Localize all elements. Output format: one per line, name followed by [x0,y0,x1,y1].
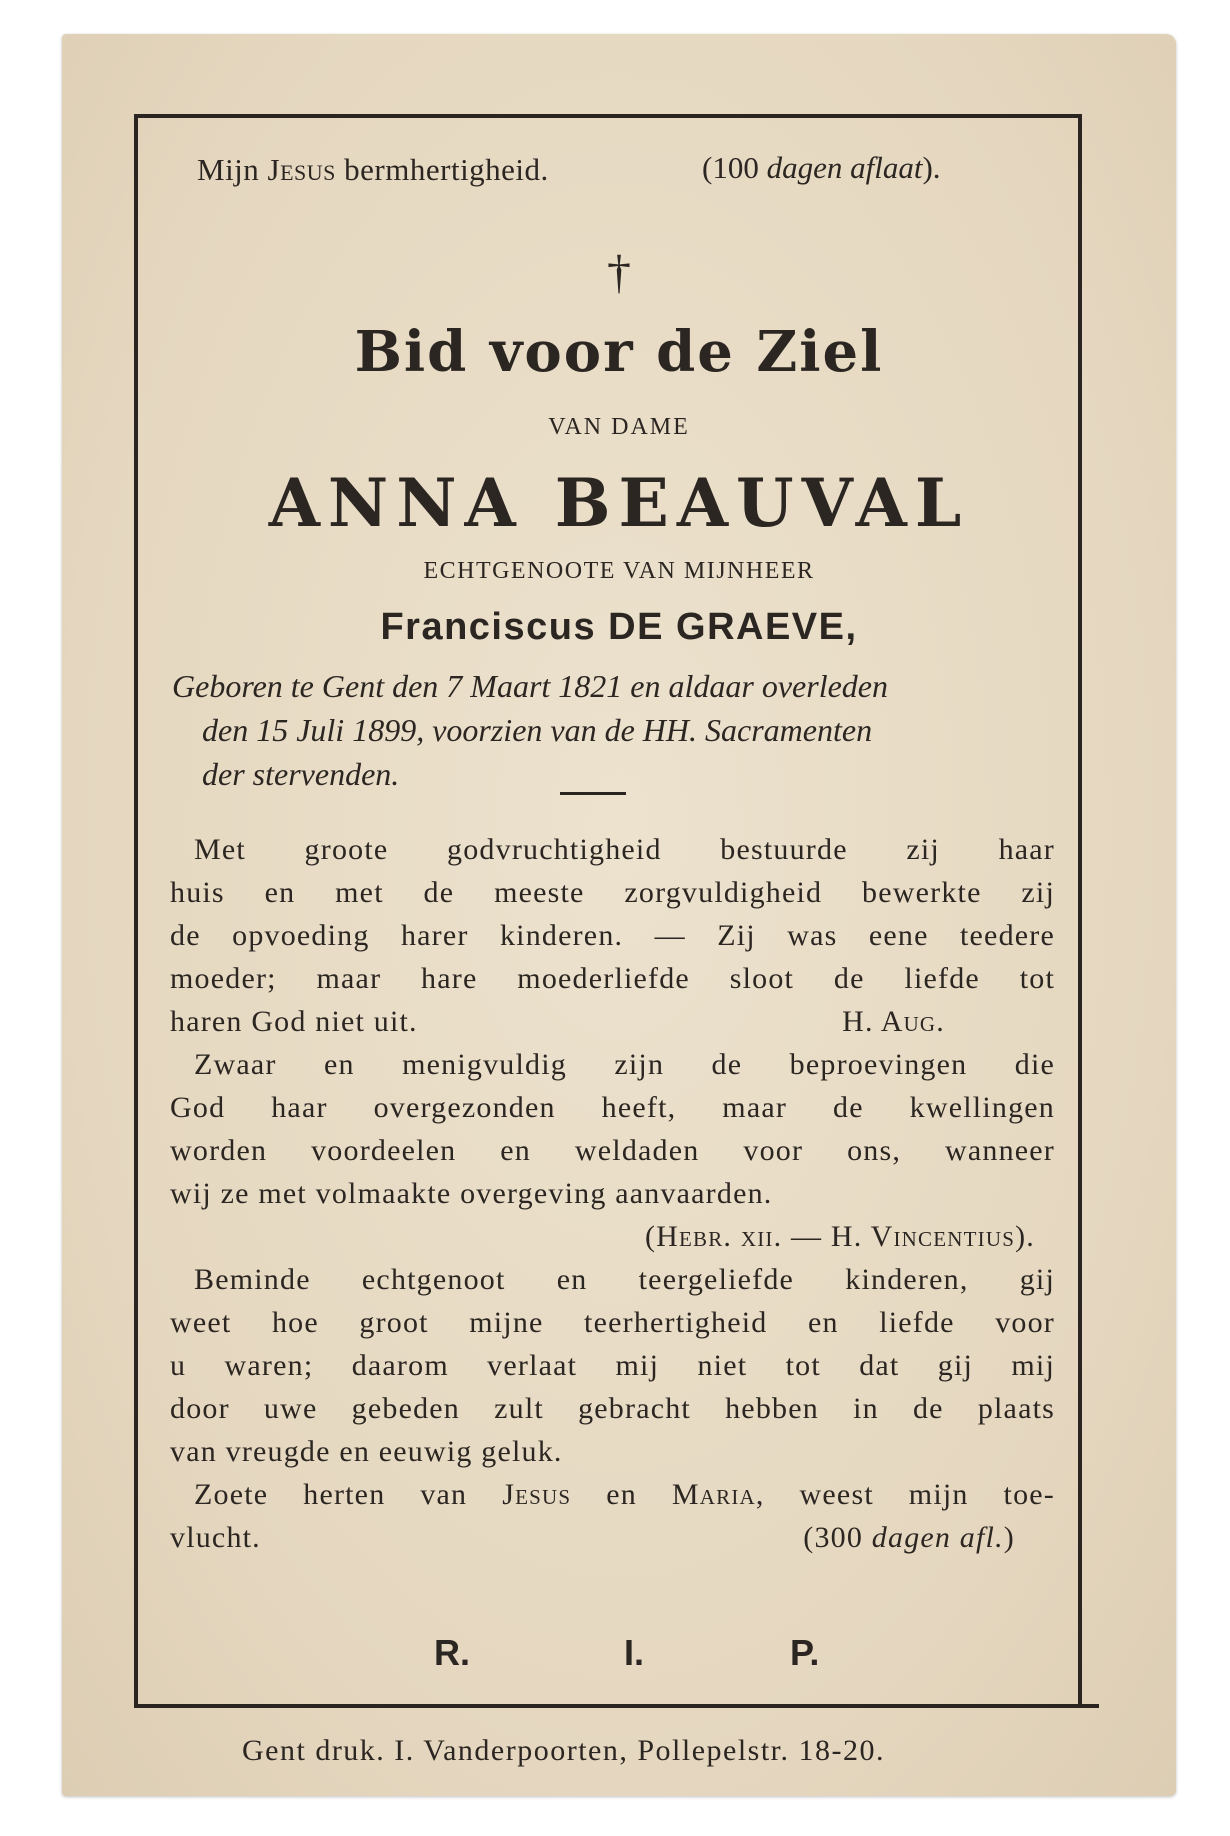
citation-hebr: (Hebr. xii. — H. Vincentius). [644,1220,1035,1253]
paragraph2-line: worden voordeelen en weldaden voor ons, wanneer [170,1134,1055,1167]
born-line-2: den 15 Juli 1899, voorzien van de HH. Sacramenten [202,712,873,748]
prayer-name: Jesus [267,152,336,187]
memorial-card [62,34,1176,1796]
paragraph1-last-row [170,1000,1055,1043]
paragraph3-line: Beminde echtgenoot en teergeliefde kinderen, gij [194,1263,1055,1296]
indulgence-note [702,150,941,186]
spouse-name: Franciscus DE GRAEVE, [380,606,858,648]
indulgence-italic: dagen aflaat [766,150,923,185]
printer-imprint: Gent druk. I. Vanderpoorten, Pollepelstr. 18-20. [242,1734,886,1767]
born-line-1: Geboren te Gent den 7 Maart 1821 en aldaar overleden [172,668,888,704]
closing-indulgence-close: ) [1003,1521,1015,1554]
closing-last-row [170,1516,1055,1559]
paragraph1-line: huis en met de meeste zorgvuldigheid bewerkte zij [170,876,1055,909]
cross-icon: † [607,246,631,299]
paragraph3-line: door uwe gebeden zult gebracht hebben in de plaats [170,1392,1055,1425]
paragraph3-line: weet hoe groot mijne teerhertigheid en liefde voor [170,1306,1055,1339]
rip-p: P. [790,1632,820,1673]
indulgence-open: (100 [702,150,759,185]
citation-aug: H. Aug. [842,1005,945,1038]
closing-line [170,1473,1055,1516]
closing-maria: Maria, [671,1478,765,1511]
card-title: Bid voor de Ziel [354,319,884,385]
prayer-prefix: Mijn [197,152,260,187]
closing-en: en [606,1478,637,1511]
prayer-line [197,152,549,188]
closing-indulgence-italic: dagen afl. [871,1521,1004,1554]
van-dame-label: VAN DAME [548,414,690,440]
body-text [170,828,1055,1559]
paragraph1-last: haren God niet uit. [170,1005,418,1038]
paragraph2-last: wij ze met volmaakte overgeving aanvaarden. [170,1177,773,1210]
closing-jesus: Jesus [502,1478,572,1511]
rip-i: I. [624,1632,645,1673]
paragraph1-line: Met groote godvruchtigheid bestuurde zij haar [194,833,1055,866]
paragraph3-last: van vreugde en eeuwig geluk. [170,1435,563,1468]
birth-death-info [172,664,1052,796]
paragraph2-line: Zwaar en menigvuldig zijn de beproevingen die [194,1048,1055,1081]
closing-indulgence [803,1516,1055,1559]
closing-indulgence-open: (300 [803,1521,864,1554]
rip-r: R. [434,1632,470,1673]
paragraph3-line: u waren; daarom verlaat mij niet tot dat gij mij [170,1349,1055,1382]
indulgence-close: ). [922,150,941,185]
closing-last: vlucht. [170,1521,261,1554]
closing-suffix: weest mijn toe- [799,1478,1055,1511]
born-line-3: der stervenden. [202,756,400,792]
prayer-suffix: bermhertigheid. [344,152,549,187]
paragraph2-line: God haar overgezonden heeft, maar de kwellingen [170,1091,1055,1124]
deceased-name: ANNA BEAUVAL [268,464,970,542]
bottom-rule [169,1704,1099,1708]
closing-prefix: Zoete herten van [194,1478,468,1511]
paragraph1-line: moeder; maar hare moederliefde sloot de liefde tot [170,962,1055,995]
separator-dash [560,792,626,795]
spouse-label: ECHTGENOOTE VAN MIJNHEER [423,558,815,584]
paragraph1-line: de opvoeding harer kinderen. — Zij was eene teedere [170,919,1055,952]
